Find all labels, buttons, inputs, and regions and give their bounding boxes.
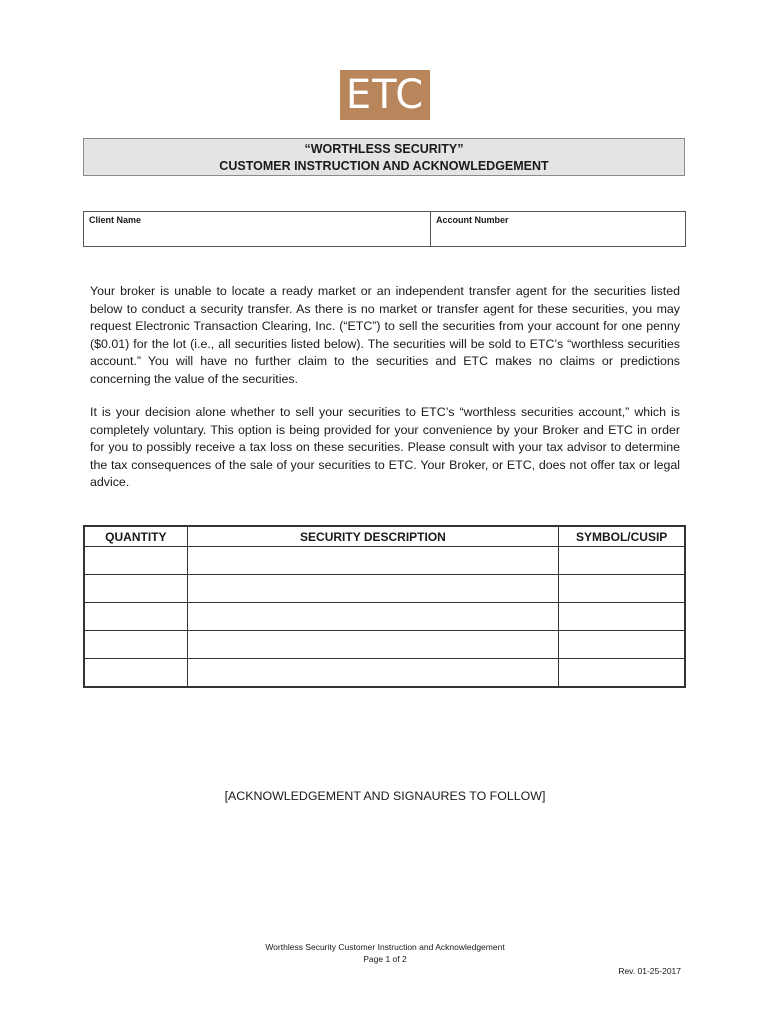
security-description-cell[interactable] xyxy=(187,575,559,603)
acknowledgement-note: [ACKNOWLEDGEMENT AND SIGNAURES TO FOLLOW] xyxy=(224,789,546,803)
table-row xyxy=(84,603,685,631)
quantity-cell[interactable] xyxy=(84,547,187,575)
quantity-header: QUANTITY xyxy=(84,526,187,547)
account-number-field[interactable] xyxy=(431,212,685,246)
table-row xyxy=(84,575,685,603)
footer-page-number: Page 1 of 2 xyxy=(363,954,407,964)
table-row xyxy=(84,631,685,659)
securities-table-header xyxy=(84,526,685,547)
title-line-2: CUSTOMER INSTRUCTION AND ACKNOWLEDGEMENT xyxy=(219,159,549,173)
page-footer xyxy=(0,941,770,965)
table-row xyxy=(84,659,685,688)
revision-label: Rev. 01-25-2017 xyxy=(618,966,681,976)
security-description-cell[interactable] xyxy=(187,547,559,575)
security-description-header: SECURITY DESCRIPTION xyxy=(187,526,559,547)
client-name-field[interactable] xyxy=(84,212,431,246)
account-number-label: Account Number xyxy=(436,215,509,225)
securities-table xyxy=(83,525,686,688)
etc-logo xyxy=(340,70,430,120)
symbol-cusip-cell[interactable] xyxy=(559,659,685,688)
symbol-cusip-cell[interactable] xyxy=(559,603,685,631)
client-info-box xyxy=(83,211,686,247)
document-title xyxy=(83,138,685,176)
quantity-cell[interactable] xyxy=(84,659,187,688)
quantity-cell[interactable] xyxy=(84,575,187,603)
title-line-1: “WORTHLESS SECURITY” xyxy=(304,142,464,156)
symbol-cusip-cell[interactable] xyxy=(559,631,685,659)
quantity-cell[interactable] xyxy=(84,631,187,659)
symbol-cusip-cell[interactable] xyxy=(559,547,685,575)
security-description-cell[interactable] xyxy=(187,631,559,659)
intro-paragraph: Your broker is unable to locate a ready market or an independent transfer agent for the securities listed below to conduct a security transfer. As there is no market or transfer agent for these securities, you may request Electronic Transaction Clearing, Inc. (“ETC”) to sell the securities from your account for one penny ($0.01) for the lot (i.e., all securities listed below). The securities will be sold to ETC’s “worthless securities account.” You will have no further claim to the securities and ETC makes no claims or predictions concerning the value of the securities. xyxy=(90,284,680,386)
security-description-cell[interactable] xyxy=(187,659,559,688)
table-row xyxy=(84,547,685,575)
footer-doc-title: Worthless Security Customer Instruction and Acknowledgement xyxy=(265,942,505,952)
quantity-cell[interactable] xyxy=(84,603,187,631)
security-description-cell[interactable] xyxy=(187,603,559,631)
etc-logo-text: ETC xyxy=(345,72,425,118)
client-name-label: Client Name xyxy=(89,215,142,225)
symbol-cusip-cell[interactable] xyxy=(559,575,685,603)
decision-paragraph: It is your decision alone whether to sell your securities to ETC’s “worthless securities account,” which is completely voluntary. This option is being provided for your convenience by your Broker and ETC in order for you to possibly receive a tax loss on these securities. Please consult with your tax advisor to determine the tax consequences of the sale of your securities to ETC. Your Broker, or ETC, does not offer tax or legal advice. xyxy=(90,405,680,490)
symbol-cusip-header: SYMBOL/CUSIP xyxy=(559,526,685,547)
